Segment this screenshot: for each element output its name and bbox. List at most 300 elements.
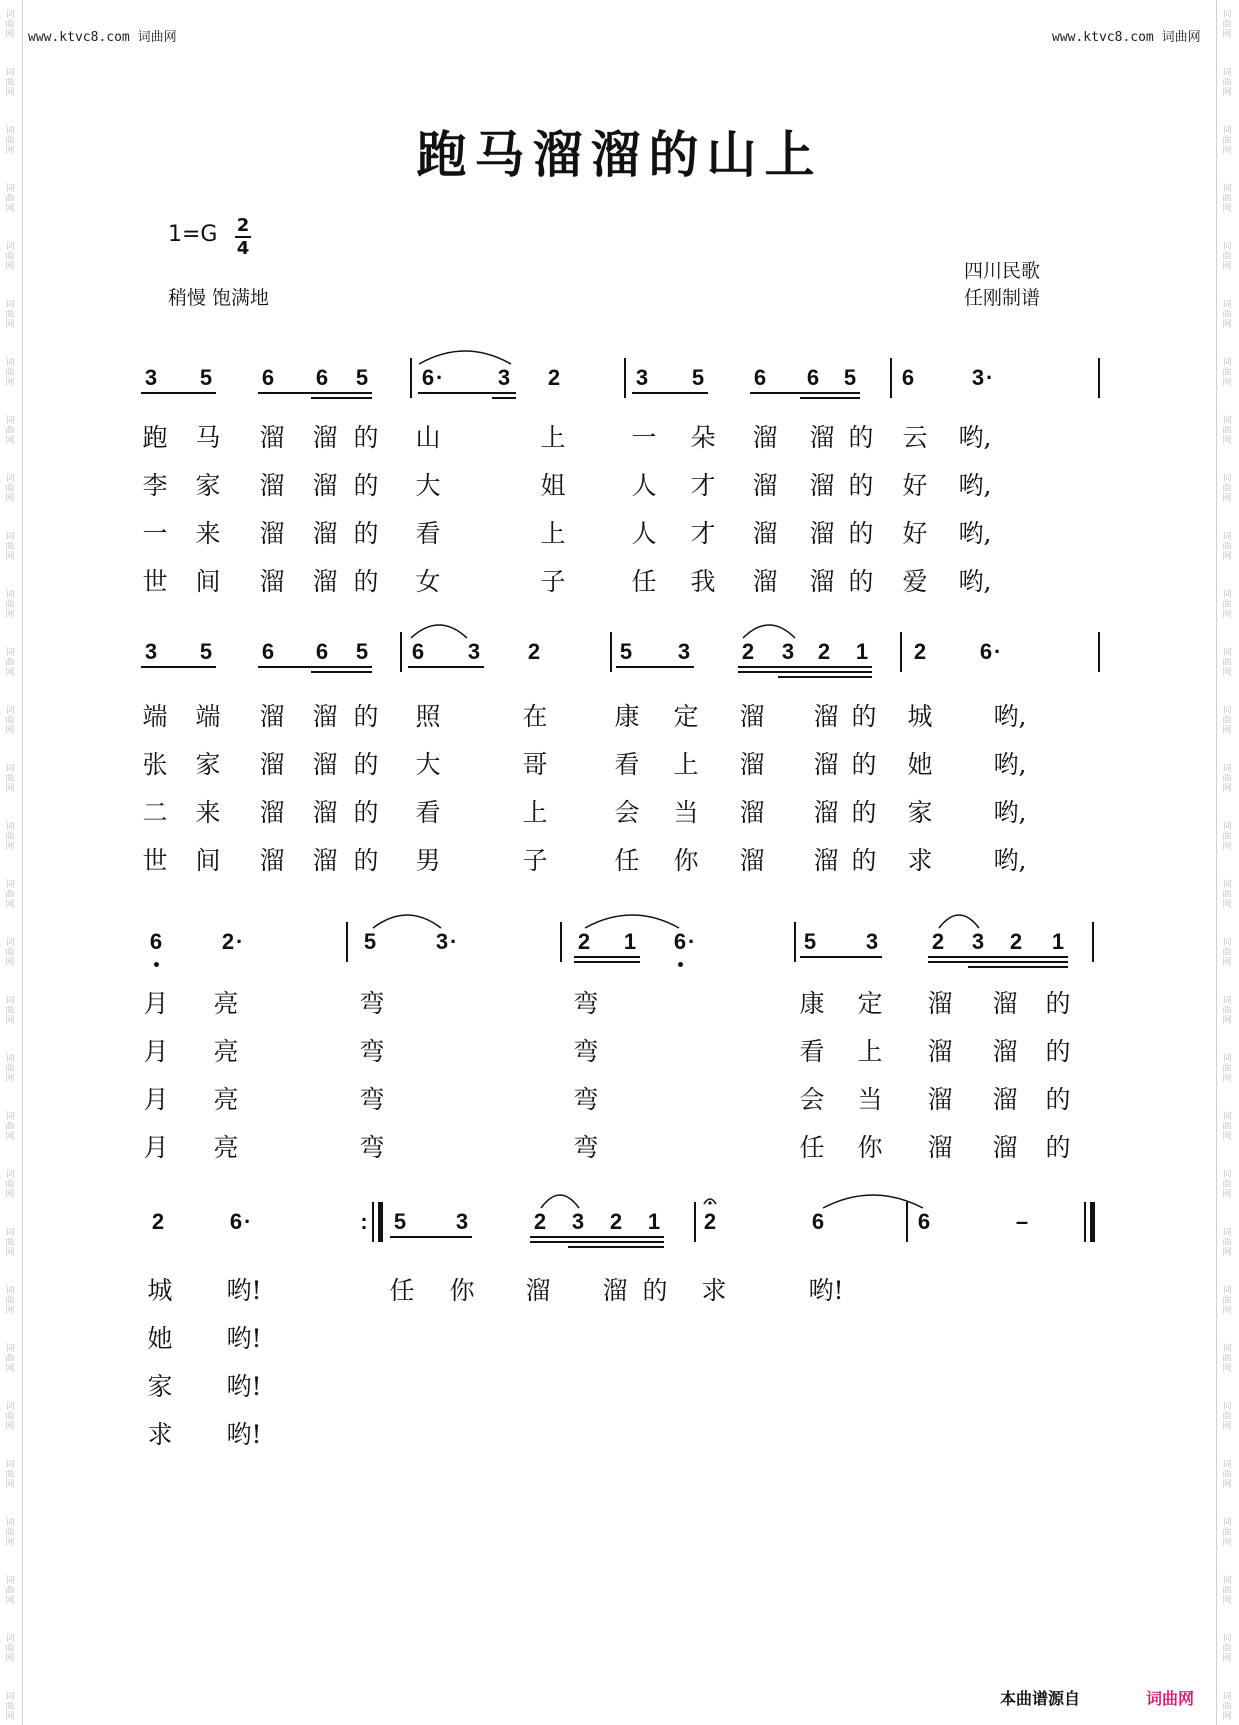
time-signature-bottom: 4 <box>236 238 250 259</box>
lyric-char: 张 <box>142 750 168 779</box>
slur-arc <box>742 618 796 640</box>
barline <box>372 1202 374 1242</box>
lyric-char: 的 <box>848 519 874 548</box>
jianpu-note: 5 <box>691 365 705 390</box>
song-title: 跑马溜溜的山上 <box>416 125 823 184</box>
lyric-char: 端 <box>142 702 168 731</box>
lyric-char: 的 <box>353 471 379 500</box>
lyric-char: 家 <box>147 1372 173 1401</box>
lyric-char: 城 <box>907 702 933 731</box>
barline <box>1084 1202 1086 1242</box>
lyric-char: 月 <box>143 989 169 1018</box>
lyric-char: 溜 <box>259 567 285 596</box>
lyric-char: 的 <box>1045 989 1071 1018</box>
lyric-char: 溜 <box>809 567 835 596</box>
side-watermark-text: 词 曲 网 <box>5 358 15 388</box>
jianpu-note: 5 <box>619 639 633 664</box>
barline <box>610 632 612 672</box>
lyric-char: 世 <box>142 567 168 596</box>
side-watermark-text: 词 曲 网 <box>5 648 15 678</box>
lyric-char: 的 <box>353 702 379 731</box>
jianpu-note: 2 <box>609 1209 623 1234</box>
lyric-char: 溜 <box>259 471 285 500</box>
side-watermark-text: 词 曲 网 <box>5 1112 15 1142</box>
side-watermark-text: 词 曲 网 <box>5 242 15 272</box>
side-watermark-text: 词 曲 网 <box>5 184 15 214</box>
side-watermark-text: 词 曲 网 <box>5 822 15 852</box>
jianpu-note: 6 <box>901 365 915 390</box>
lyric-char: 溜 <box>259 702 285 731</box>
lyric-char: 会 <box>614 798 640 827</box>
underline-beam <box>738 666 872 668</box>
lyric-char: 溜 <box>813 846 839 875</box>
jianpu-note: 3 <box>781 639 795 664</box>
underline-beam <box>574 956 640 958</box>
lyric-char: 上 <box>673 750 699 779</box>
lyric-char: 家 <box>195 750 221 779</box>
lyric-char: 的 <box>848 567 874 596</box>
side-watermark-text: 词 曲 网 <box>1222 590 1232 620</box>
side-watermark-text: 词 曲 网 <box>5 1054 15 1084</box>
jianpu-note: 2 · <box>221 929 244 954</box>
jianpu-note: 6 <box>753 365 767 390</box>
side-watermark-text: 词 曲 网 <box>5 300 15 330</box>
site-url-right[interactable]: www.ktvc8.com 词曲网 <box>1052 30 1201 45</box>
side-watermark-text: 词 曲 网 <box>5 1692 15 1722</box>
song-origin: 四川民歌 <box>964 260 1041 282</box>
lyric-char: 弯 <box>359 1085 385 1114</box>
side-watermark-text: 词 曲 网 <box>5 764 15 794</box>
lyric-char: 溜 <box>312 798 338 827</box>
lyric-char: 哟, <box>958 567 992 596</box>
augmentation-dot: · <box>236 929 244 954</box>
lyric-char: 弯 <box>359 989 385 1018</box>
barline <box>1098 632 1100 672</box>
lyric-char: 溜 <box>602 1276 628 1305</box>
lyric-char: 上 <box>522 798 548 827</box>
lyric-char: 大 <box>415 471 441 500</box>
side-watermark-text: 词 曲 网 <box>1222 126 1232 156</box>
time-signature <box>235 216 251 258</box>
side-watermark-text: 词 曲 网 <box>1222 1054 1232 1084</box>
side-watermark-text: 词 曲 网 <box>5 880 15 910</box>
lyric-char: 看 <box>614 750 640 779</box>
jianpu-note: 6 <box>315 365 329 390</box>
lyric-char: 哟, <box>993 750 1027 779</box>
lyric-char: 溜 <box>992 989 1018 1018</box>
lyric-char: 上 <box>540 423 566 452</box>
lyric-char: 的 <box>851 798 877 827</box>
side-watermark-text: 词 曲 网 <box>1222 822 1232 852</box>
jianpu-note: 6 · <box>229 1209 252 1234</box>
jianpu-note: 3 <box>677 639 691 664</box>
jianpu-note: 2 <box>1009 929 1023 954</box>
jianpu-note: 2 <box>577 929 591 954</box>
jianpu-note: 2 <box>913 639 927 664</box>
side-watermark-text: 词 曲 网 <box>1222 938 1232 968</box>
slur-arc <box>418 344 512 366</box>
lyric-char: 溜 <box>312 702 338 731</box>
lyric-char: 人 <box>631 519 657 548</box>
side-watermark-text: 词 曲 网 <box>1222 1170 1232 1200</box>
footer-source-label: 本曲谱源自 <box>1000 1689 1081 1708</box>
side-watermark-text: 词 曲 网 <box>1222 1576 1232 1606</box>
jianpu-note: 3 <box>497 365 511 390</box>
lyric-char: 溜 <box>312 750 338 779</box>
slur-arc <box>584 908 680 930</box>
lyric-char: 的 <box>1045 1085 1071 1114</box>
jianpu-note: 2 <box>931 929 945 954</box>
side-watermark-text: 词 曲 网 <box>5 416 15 446</box>
lyric-char: 跑 <box>142 423 168 452</box>
side-watermark-text: 词 曲 网 <box>5 1344 15 1374</box>
lyric-char: 人 <box>631 471 657 500</box>
side-watermark-text: 词 曲 网 <box>5 1228 15 1258</box>
lyric-char: 来 <box>195 519 221 548</box>
augmentation-dot: · <box>436 365 444 390</box>
lyric-char: 哟! <box>226 1420 262 1449</box>
underline-beam <box>632 392 708 394</box>
lyric-char: 溜 <box>312 846 338 875</box>
jianpu-note: 3 <box>144 365 158 390</box>
side-watermark-text: 词 曲 网 <box>5 68 15 98</box>
lyric-char: 溜 <box>739 798 765 827</box>
lyric-char: 才 <box>690 519 716 548</box>
lyric-char: 亮 <box>213 1037 239 1066</box>
lyric-char: 李 <box>142 471 168 500</box>
jianpu-note: 2 <box>703 1209 717 1234</box>
side-watermark-text: 词 曲 网 <box>1222 300 1232 330</box>
lyric-char: 月 <box>143 1037 169 1066</box>
augmentation-dot: · <box>986 365 994 390</box>
lyric-char: 二 <box>142 798 168 827</box>
side-watermark-text: 词 曲 网 <box>1222 764 1232 794</box>
slur-arc <box>540 1188 580 1210</box>
augmentation-dot: · <box>994 639 1002 664</box>
jianpu-note: 6 <box>261 365 275 390</box>
lyric-char: 溜 <box>259 423 285 452</box>
side-watermark-text: 词 曲 网 <box>1222 68 1232 98</box>
lyric-char: 女 <box>415 567 441 596</box>
lyric-char: 溜 <box>992 1133 1018 1162</box>
lyric-char: 的 <box>353 750 379 779</box>
side-watermark-text: 词 曲 网 <box>5 1576 15 1606</box>
side-watermark-text: 词 曲 网 <box>1222 242 1232 272</box>
lyric-char: 看 <box>415 798 441 827</box>
lyric-char: 的 <box>1045 1133 1071 1162</box>
barline <box>694 1202 696 1242</box>
lyric-char: 马 <box>195 423 221 452</box>
lyric-char: 的 <box>353 423 379 452</box>
lyric-char: 溜 <box>813 702 839 731</box>
lyric-char: 家 <box>907 798 933 827</box>
side-watermark-text: 词 曲 网 <box>1222 532 1232 562</box>
lyric-char: 溜 <box>992 1085 1018 1114</box>
lyric-char: 亮 <box>213 1085 239 1114</box>
lyric-char: 溜 <box>312 423 338 452</box>
lyric-char: 哟, <box>958 471 992 500</box>
lyric-char: 一 <box>631 423 657 452</box>
lyric-char: 溜 <box>312 519 338 548</box>
underline-beam <box>390 1236 472 1238</box>
underline-beam <box>750 392 860 394</box>
lyric-char: 哥 <box>522 750 548 779</box>
side-watermark-text: 词 曲 网 <box>1222 1228 1232 1258</box>
barline <box>794 922 796 962</box>
lyric-char: 溜 <box>739 846 765 875</box>
lyric-char: 定 <box>857 989 883 1018</box>
side-watermark-text: 词 曲 网 <box>5 126 15 156</box>
left-watermark-strip <box>0 0 23 1725</box>
jianpu-note: 6 <box>411 639 425 664</box>
slur-arc <box>372 908 442 930</box>
side-watermark-text: 词 曲 网 <box>1222 648 1232 678</box>
octave-dot-below <box>154 962 159 967</box>
lyric-char: 溜 <box>525 1276 551 1305</box>
lyric-char: 溜 <box>809 471 835 500</box>
lyric-char: 的 <box>848 471 874 500</box>
lyric-char: 康 <box>614 702 640 731</box>
lyric-char: 当 <box>857 1085 883 1114</box>
lyric-char: 爱 <box>902 567 928 596</box>
lyric-char: 溜 <box>927 989 953 1018</box>
lyric-char: 的 <box>642 1276 668 1305</box>
side-watermark-text: 词 曲 网 <box>5 1518 15 1548</box>
lyric-char: 定 <box>673 702 699 731</box>
jianpu-note: 3 <box>455 1209 469 1234</box>
lyric-char: 求 <box>701 1276 727 1305</box>
lyric-char: 任 <box>614 846 640 875</box>
lyric-char: 哟, <box>958 519 992 548</box>
underline-beam <box>574 961 640 963</box>
lyric-char: 朵 <box>690 423 716 452</box>
jianpu-note: 5 <box>199 365 213 390</box>
lyric-char: 照 <box>415 702 441 731</box>
jianpu-note: 5 <box>843 365 857 390</box>
lyric-char: 溜 <box>927 1133 953 1162</box>
lyric-char: 才 <box>690 471 716 500</box>
lyric-char: 的 <box>851 750 877 779</box>
lyric-char: 间 <box>195 567 221 596</box>
jianpu-note: 2 <box>741 639 755 664</box>
side-watermark-text: 词 曲 网 <box>1222 10 1232 40</box>
slur-arc <box>938 908 980 930</box>
barline <box>624 358 626 398</box>
jianpu-note: 3 <box>971 929 985 954</box>
underline-beam <box>311 671 372 673</box>
lyric-char: 端 <box>195 702 221 731</box>
side-watermark-text: 词 曲 网 <box>5 474 15 504</box>
lyric-char: 溜 <box>752 519 778 548</box>
side-watermark-text: 词 曲 网 <box>1222 1518 1232 1548</box>
lyric-char: 的 <box>851 846 877 875</box>
side-watermark-text: 词 曲 网 <box>5 1286 15 1316</box>
lyric-char: 康 <box>799 989 825 1018</box>
barline <box>346 922 348 962</box>
lyric-char: 溜 <box>259 519 285 548</box>
song-arranger: 任刚制谱 <box>964 287 1041 309</box>
tempo-marking: 稍慢 饱满地 <box>168 287 270 309</box>
lyric-char: 哟! <box>226 1324 262 1353</box>
side-watermark-text: 词 曲 网 <box>1222 416 1232 446</box>
jianpu-note: 6 <box>261 639 275 664</box>
lyric-char: 溜 <box>739 702 765 731</box>
underline-beam <box>141 392 216 394</box>
side-watermark-text: 词 曲 网 <box>5 996 15 1026</box>
lyric-char: 的 <box>1045 1037 1071 1066</box>
jianpu-note: 5 <box>355 639 369 664</box>
jianpu-note: 6 · <box>979 639 1002 664</box>
lyric-char: 弯 <box>573 1133 599 1162</box>
lyric-char: 溜 <box>809 519 835 548</box>
time-signature-top: 2 <box>236 215 250 236</box>
underline-beam <box>800 956 882 958</box>
lyric-char: 男 <box>415 846 441 875</box>
lyric-char: 溜 <box>927 1037 953 1066</box>
jianpu-note: 2 <box>547 365 561 390</box>
jianpu-note: 5 <box>199 639 213 664</box>
lyric-char: 子 <box>522 846 548 875</box>
underline-beam <box>568 1246 664 1248</box>
lyric-char: 城 <box>147 1276 173 1305</box>
lyric-char: 的 <box>353 846 379 875</box>
underline-beam <box>968 966 1068 968</box>
site-url-left[interactable]: www.ktvc8.com 词曲网 <box>28 30 177 45</box>
barline <box>1092 922 1094 962</box>
jianpu-note: 5 <box>803 929 817 954</box>
lyric-char: 她 <box>907 750 933 779</box>
key-signature: 1=G <box>168 222 218 247</box>
lyric-char: 哟! <box>226 1276 262 1305</box>
lyric-char: 溜 <box>739 750 765 779</box>
underline-beam <box>800 397 860 399</box>
lyric-char: 溜 <box>259 846 285 875</box>
side-watermark-text: 词 曲 网 <box>5 532 15 562</box>
jianpu-note: 6 · <box>421 365 444 390</box>
footer-source-brand[interactable]: 词曲网 <box>1146 1689 1195 1708</box>
barline <box>900 632 902 672</box>
jianpu-note: 3 <box>467 639 481 664</box>
underline-beam <box>141 666 216 668</box>
jianpu-note: 6 <box>315 639 329 664</box>
side-watermark-text: 词 曲 网 <box>1222 1344 1232 1374</box>
lyric-char: 亮 <box>213 1133 239 1162</box>
lyric-char: 溜 <box>259 798 285 827</box>
lyric-char: 溜 <box>312 471 338 500</box>
side-watermark-text: 词 曲 网 <box>1222 474 1232 504</box>
side-watermark-text: 词 曲 网 <box>5 1170 15 1200</box>
lyric-char: 溜 <box>927 1085 953 1114</box>
lyric-char: 哟, <box>993 798 1027 827</box>
lyric-char: 大 <box>415 750 441 779</box>
lyric-char: 的 <box>353 798 379 827</box>
lyric-char: 求 <box>147 1420 173 1449</box>
side-watermark-text: 词 曲 网 <box>1222 1692 1232 1722</box>
augmentation-dot: · <box>244 1209 252 1234</box>
lyric-char: 溜 <box>312 567 338 596</box>
lyric-char: 亮 <box>213 989 239 1018</box>
lyric-char: 溜 <box>752 423 778 452</box>
lyric-char: 上 <box>857 1037 883 1066</box>
lyric-char: 间 <box>195 846 221 875</box>
underline-beam <box>928 961 1068 963</box>
lyric-char: 当 <box>673 798 699 827</box>
lyric-char: 看 <box>799 1037 825 1066</box>
lyric-char: 我 <box>690 567 716 596</box>
octave-dot-below <box>678 962 683 967</box>
underline-beam <box>778 676 872 678</box>
underline-beam <box>738 671 872 673</box>
underline-beam <box>258 666 372 668</box>
fermata-icon <box>702 1194 718 1206</box>
barline <box>1090 1202 1095 1242</box>
lyric-char: 任 <box>631 567 657 596</box>
lyric-char: 山 <box>415 423 441 452</box>
lyric-char: 求 <box>907 846 933 875</box>
slur-arc <box>410 618 468 640</box>
lyric-char: 的 <box>851 702 877 731</box>
lyric-char: 弯 <box>573 1037 599 1066</box>
lyric-char: 云 <box>902 423 928 452</box>
side-watermark-text: 词 曲 网 <box>1222 1634 1232 1664</box>
lyric-char: 的 <box>353 519 379 548</box>
side-watermark-text: 词 曲 网 <box>5 706 15 736</box>
side-watermark-text: 词 曲 网 <box>1222 1460 1232 1490</box>
jianpu-note: 1 <box>1051 929 1065 954</box>
jianpu-note: 3 <box>865 929 879 954</box>
lyric-char: 你 <box>673 846 699 875</box>
jianpu-note: 3 <box>571 1209 585 1234</box>
jianpu-note: 6 <box>149 929 163 954</box>
underline-beam <box>258 392 372 394</box>
jianpu-note: 3 <box>635 365 649 390</box>
side-watermark-text: 词 曲 网 <box>5 1634 15 1664</box>
lyric-char: 哟, <box>993 846 1027 875</box>
side-watermark-text: 词 曲 网 <box>5 1460 15 1490</box>
barline <box>400 632 402 672</box>
side-watermark-text: 词 曲 网 <box>1222 1286 1232 1316</box>
side-watermark-text: 词 曲 网 <box>1222 1402 1232 1432</box>
lyric-char: 溜 <box>752 471 778 500</box>
lyric-char: 弯 <box>573 1085 599 1114</box>
lyric-char: 会 <box>799 1085 825 1114</box>
lyric-char: 子 <box>540 567 566 596</box>
underline-beam <box>530 1236 664 1238</box>
jianpu-note: 1 <box>647 1209 661 1234</box>
lyric-char: 好 <box>902 471 928 500</box>
lyric-char: 好 <box>902 519 928 548</box>
lyric-char: 哟! <box>226 1372 262 1401</box>
barline <box>560 922 562 962</box>
right-watermark-strip <box>1216 0 1239 1725</box>
jianpu-note: 2 <box>817 639 831 664</box>
lyric-char: 她 <box>147 1324 173 1353</box>
jianpu-note: 1 <box>623 929 637 954</box>
jianpu-note: 3 · <box>971 365 994 390</box>
underline-beam <box>418 392 516 394</box>
barline <box>378 1202 383 1242</box>
lyric-char: 哟, <box>958 423 992 452</box>
lyric-char: 一 <box>142 519 168 548</box>
side-watermark-text: 词 曲 网 <box>5 1402 15 1432</box>
jianpu-note: 6 <box>917 1209 931 1234</box>
lyric-char: 溜 <box>813 798 839 827</box>
lyric-char: 家 <box>195 471 221 500</box>
lyric-char: 弯 <box>359 1133 385 1162</box>
lyric-char: 弯 <box>359 1037 385 1066</box>
jianpu-note: 2 <box>151 1209 165 1234</box>
jianpu-note: 3 <box>144 639 158 664</box>
